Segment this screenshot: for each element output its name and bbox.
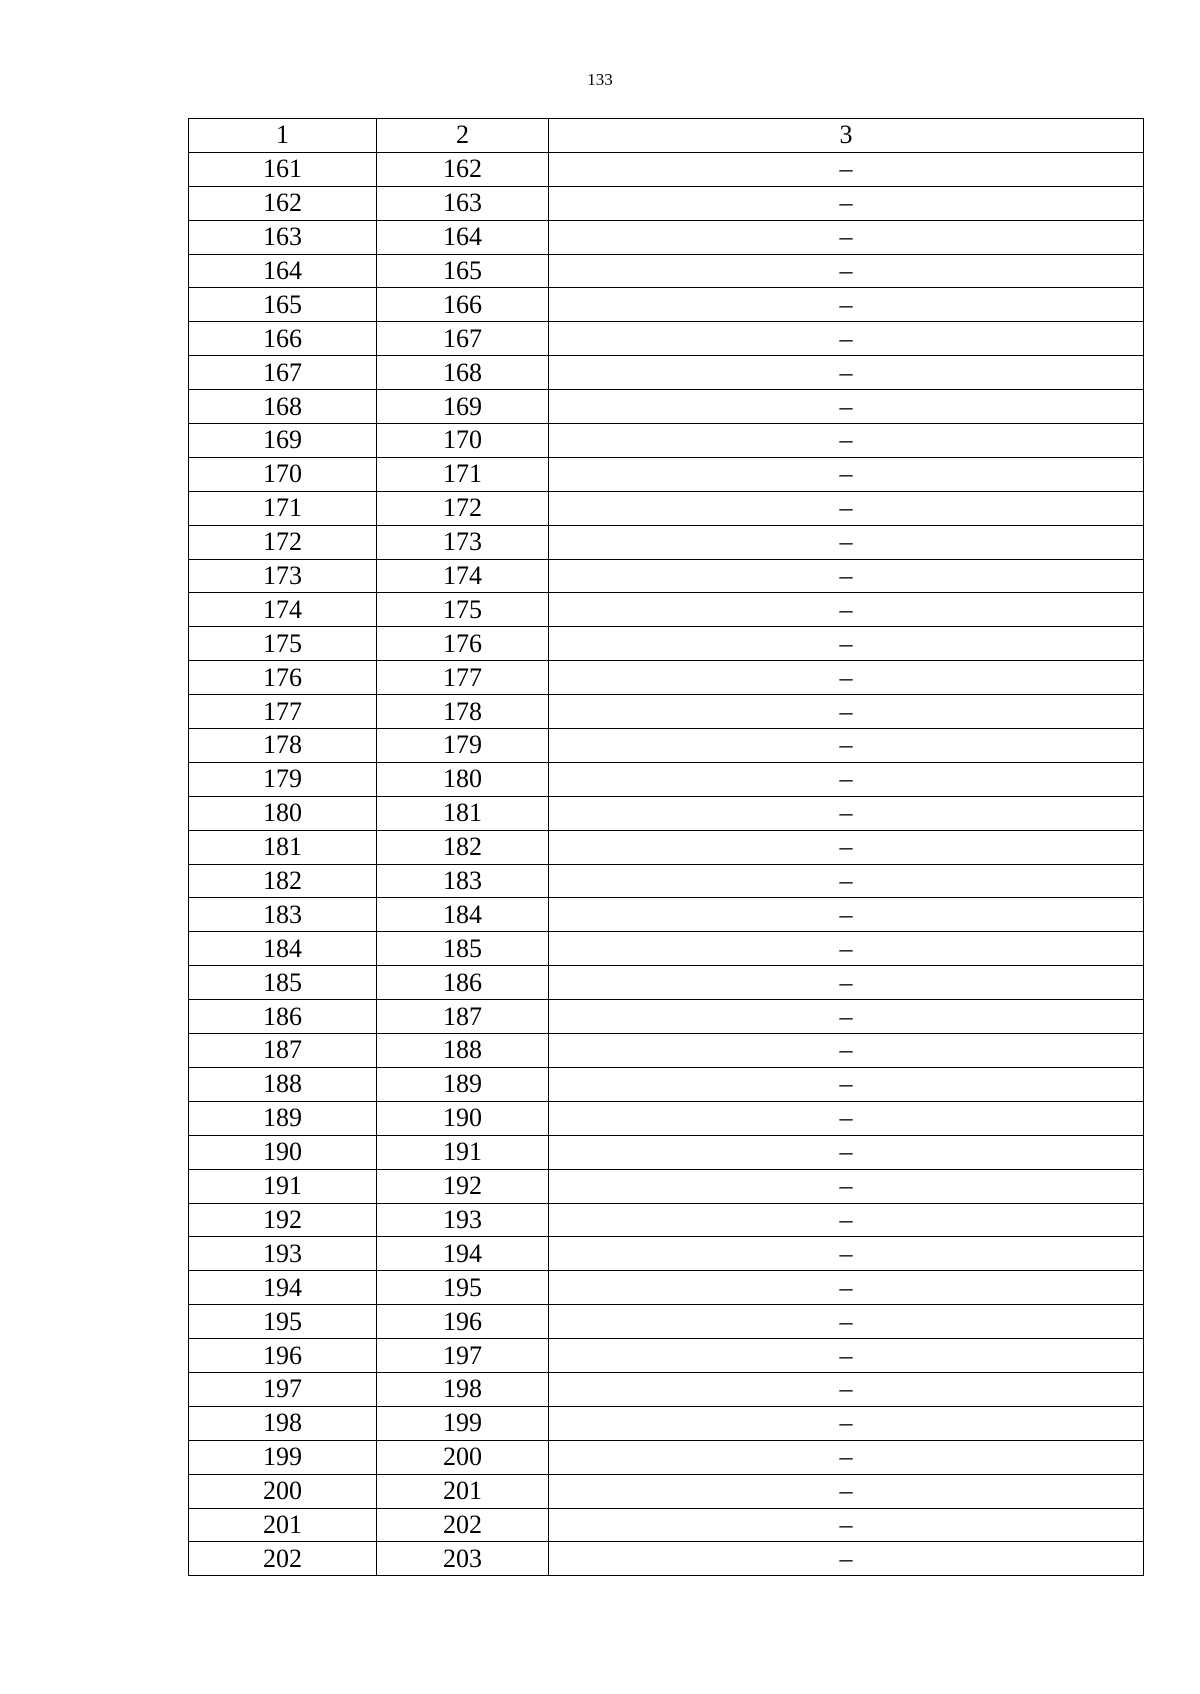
table-cell: – (549, 796, 1144, 830)
table-cell: – (549, 1508, 1144, 1542)
table-row (189, 220, 1144, 254)
table-row (189, 1372, 1144, 1406)
table-cell: 174 (377, 559, 549, 593)
table-cell: 177 (377, 661, 549, 695)
table-cell: 183 (377, 864, 549, 898)
table-cell: 170 (377, 424, 549, 458)
page-number: 133 (587, 70, 613, 89)
table-row (189, 627, 1144, 661)
table-header-row (189, 119, 1144, 153)
table-cell: – (549, 1474, 1144, 1508)
table-row (189, 1271, 1144, 1305)
table-row (189, 1305, 1144, 1339)
table-row (189, 695, 1144, 729)
table-cell: 203 (377, 1542, 549, 1576)
table-row (189, 356, 1144, 390)
table-row (189, 1508, 1144, 1542)
table-cell: – (549, 1101, 1144, 1135)
table-cell: – (549, 1034, 1144, 1068)
table-cell: 189 (189, 1101, 377, 1135)
table-row (189, 830, 1144, 864)
table-row (189, 1474, 1144, 1508)
table-cell: 190 (189, 1135, 377, 1169)
table-cell: – (549, 559, 1144, 593)
table-cell: 189 (377, 1067, 549, 1101)
table-row (189, 1067, 1144, 1101)
table-cell: 163 (189, 220, 377, 254)
table-cell: 187 (189, 1034, 377, 1068)
table-cell: – (549, 1169, 1144, 1203)
table-cell: 194 (377, 1237, 549, 1271)
table-cell: 196 (377, 1305, 549, 1339)
table-row (189, 152, 1144, 186)
table-cell: – (549, 152, 1144, 186)
table-cell: 173 (189, 559, 377, 593)
table-cell: 164 (189, 254, 377, 288)
table-cell: 193 (377, 1203, 549, 1237)
table-cell: 170 (189, 457, 377, 491)
table-cell: – (549, 1305, 1144, 1339)
table-cell: – (549, 356, 1144, 390)
table-cell: 191 (377, 1135, 549, 1169)
table-cell: – (549, 864, 1144, 898)
table-cell: 175 (189, 627, 377, 661)
table-cell: – (549, 1067, 1144, 1101)
table-cell: – (549, 1372, 1144, 1406)
table-cell: 198 (189, 1406, 377, 1440)
table-cell: – (549, 322, 1144, 356)
table-cell: 193 (189, 1237, 377, 1271)
table-row (189, 1203, 1144, 1237)
table-cell: – (549, 1339, 1144, 1373)
table-cell: 201 (377, 1474, 549, 1508)
column-header: 1 (189, 119, 377, 153)
table-cell: – (549, 695, 1144, 729)
table-cell: 164 (377, 220, 549, 254)
table-row (189, 1000, 1144, 1034)
table-row (189, 288, 1144, 322)
table-cell: 201 (189, 1508, 377, 1542)
table-row (189, 898, 1144, 932)
table-cell: 173 (377, 525, 549, 559)
table-cell: – (549, 254, 1144, 288)
table-cell: 162 (189, 186, 377, 220)
table-cell: 174 (189, 593, 377, 627)
table-cell: – (549, 966, 1144, 1000)
table-cell: – (549, 186, 1144, 220)
table-cell: 202 (189, 1542, 377, 1576)
table-cell: 166 (189, 322, 377, 356)
table-cell: – (549, 593, 1144, 627)
table-cell: – (549, 1406, 1144, 1440)
table-cell: – (549, 390, 1144, 424)
table-cell: – (549, 1271, 1144, 1305)
table-cell: – (549, 1203, 1144, 1237)
table-row (189, 457, 1144, 491)
table-cell: 192 (377, 1169, 549, 1203)
table-cell: – (549, 288, 1144, 322)
table-cell: – (549, 627, 1144, 661)
table-row (189, 932, 1144, 966)
table-cell: 169 (189, 424, 377, 458)
table-row (189, 390, 1144, 424)
table-cell: – (549, 1135, 1144, 1169)
table-row (189, 762, 1144, 796)
table-row (189, 1542, 1144, 1576)
table-cell: 169 (377, 390, 549, 424)
column-header: 3 (549, 119, 1144, 153)
table-cell: – (549, 729, 1144, 763)
table-body (189, 119, 1144, 1576)
table-cell: 188 (377, 1034, 549, 1068)
table-cell: – (549, 661, 1144, 695)
table-cell: 192 (189, 1203, 377, 1237)
table-cell: – (549, 1237, 1144, 1271)
table-cell: 178 (189, 729, 377, 763)
table-row (189, 1135, 1144, 1169)
table-cell: 168 (189, 390, 377, 424)
table-cell: 194 (189, 1271, 377, 1305)
table-cell: 185 (189, 966, 377, 1000)
table-cell: 165 (377, 254, 549, 288)
table-cell: 181 (189, 830, 377, 864)
table-row (189, 1034, 1144, 1068)
table-row (189, 322, 1144, 356)
table-cell: 176 (189, 661, 377, 695)
table-cell: 163 (377, 186, 549, 220)
table-row (189, 729, 1144, 763)
table-cell: – (549, 457, 1144, 491)
table-row (189, 525, 1144, 559)
table-row (189, 966, 1144, 1000)
table-cell: 195 (377, 1271, 549, 1305)
table-cell: – (549, 1440, 1144, 1474)
table-row (189, 1406, 1144, 1440)
table-cell: 171 (189, 491, 377, 525)
table-cell: 190 (377, 1101, 549, 1135)
table-cell: – (549, 491, 1144, 525)
table-row (189, 254, 1144, 288)
table-cell: 165 (189, 288, 377, 322)
table-cell: 197 (189, 1372, 377, 1406)
table-cell: 202 (377, 1508, 549, 1542)
table-cell: 166 (377, 288, 549, 322)
table-cell: 191 (189, 1169, 377, 1203)
table-cell: 161 (189, 152, 377, 186)
column-header: 2 (377, 119, 549, 153)
table-cell: – (549, 424, 1144, 458)
table-cell: 183 (189, 898, 377, 932)
table-row (189, 1101, 1144, 1135)
table-row (189, 1440, 1144, 1474)
table-cell: – (549, 220, 1144, 254)
table-cell: 186 (189, 1000, 377, 1034)
table-cell: 175 (377, 593, 549, 627)
table-cell: – (549, 830, 1144, 864)
table-cell: 180 (377, 762, 549, 796)
table-cell: 179 (377, 729, 549, 763)
table-cell: 167 (377, 322, 549, 356)
table-cell: 178 (377, 695, 549, 729)
table-cell: 198 (377, 1372, 549, 1406)
table-cell: 181 (377, 796, 549, 830)
table-cell: 172 (377, 491, 549, 525)
table-cell: 182 (377, 830, 549, 864)
table-cell: 176 (377, 627, 549, 661)
table-cell: 172 (189, 525, 377, 559)
table-row (189, 1169, 1144, 1203)
table-row (189, 186, 1144, 220)
table-cell: 197 (377, 1339, 549, 1373)
table-cell: 187 (377, 1000, 549, 1034)
table-row (189, 593, 1144, 627)
table-cell: 200 (189, 1474, 377, 1508)
table-cell: 184 (189, 932, 377, 966)
table-cell: 199 (377, 1406, 549, 1440)
table-cell: – (549, 898, 1144, 932)
table-row (189, 491, 1144, 525)
table-cell: 188 (189, 1067, 377, 1101)
table-row (189, 661, 1144, 695)
table-row (189, 796, 1144, 830)
table-row (189, 1339, 1144, 1373)
table-row (189, 424, 1144, 458)
table-cell: 185 (377, 932, 549, 966)
table-cell: – (549, 1000, 1144, 1034)
table-cell: 171 (377, 457, 549, 491)
table-cell: 196 (189, 1339, 377, 1373)
table-cell: 179 (189, 762, 377, 796)
table-cell: – (549, 762, 1144, 796)
table-cell: 167 (189, 356, 377, 390)
table-row (189, 1237, 1144, 1271)
table-cell: 195 (189, 1305, 377, 1339)
table-cell: 199 (189, 1440, 377, 1474)
table-row (189, 864, 1144, 898)
table-cell: – (549, 1542, 1144, 1576)
table-cell: 162 (377, 152, 549, 186)
table-cell: – (549, 525, 1144, 559)
table-cell: 180 (189, 796, 377, 830)
table-cell: 182 (189, 864, 377, 898)
data-table (188, 118, 1144, 1576)
table-cell: 186 (377, 966, 549, 1000)
table-cell: 184 (377, 898, 549, 932)
table-cell: 200 (377, 1440, 549, 1474)
table-cell: 177 (189, 695, 377, 729)
table-row (189, 559, 1144, 593)
table-cell: – (549, 932, 1144, 966)
table-cell: 168 (377, 356, 549, 390)
